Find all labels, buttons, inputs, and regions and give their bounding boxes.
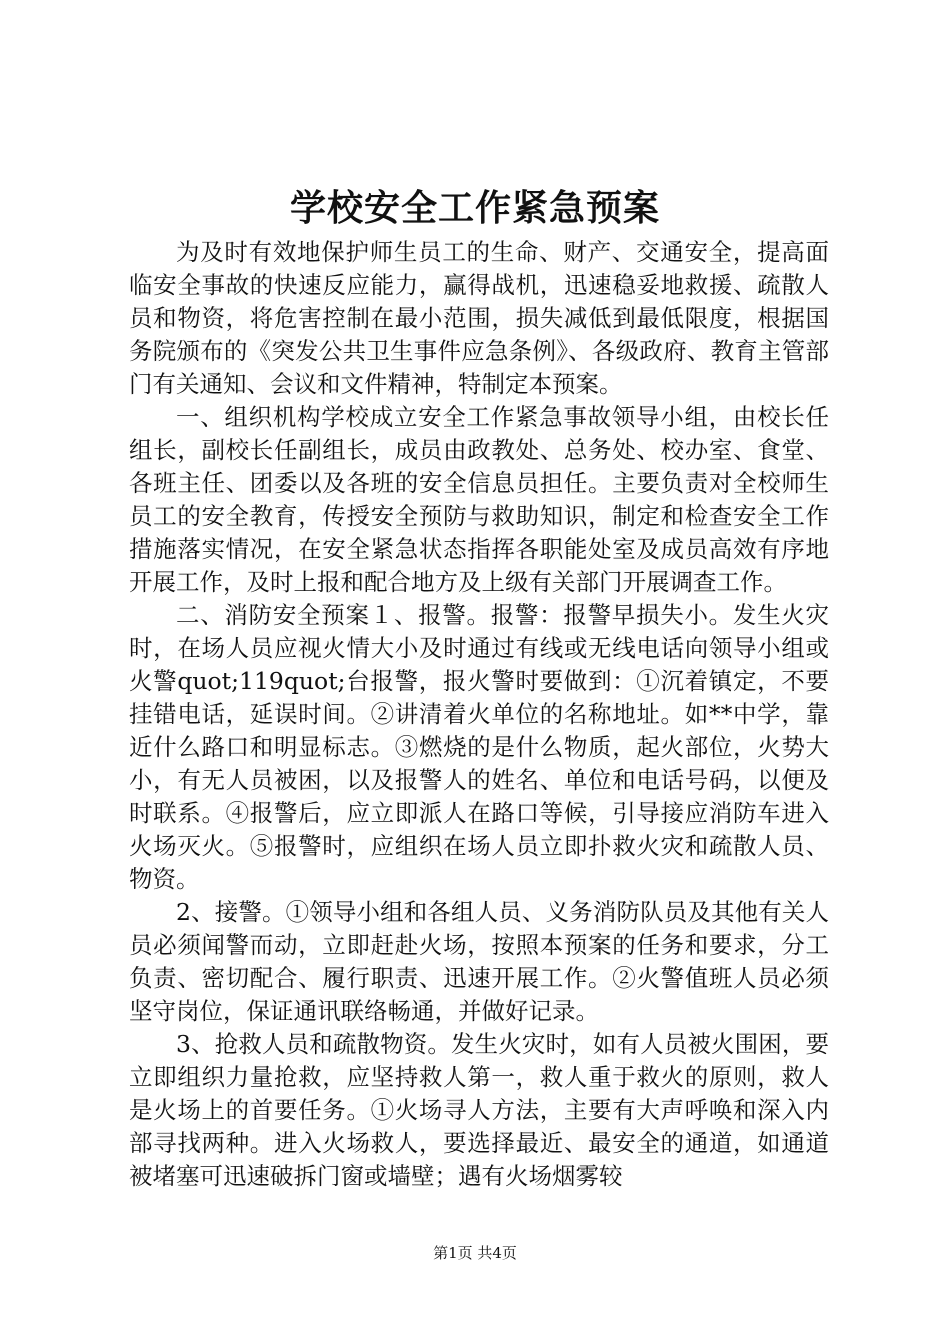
document-title: 学校安全工作紧急预案 — [289, 187, 660, 229]
paragraph-organization: 一、组织机构学校成立安全工作紧急事故领导小组，由校长任组长，副校长任副组长，成员由政教处、总务处、校办室、食堂、各班主任、团委以及各班的安全信息员担任。主要负责对全校师生员工的安全教育，传授安全预防与救助知识，制定和检查安全工作措施落实情况，在安全紧急状态指挥各职能处室及成员高效有序地开展工作，及时上报和配合地方及上级有关部门开展调查工作。 — [129, 403, 829, 596]
paragraph-fire-plan-alarm: 二、消防安全预案１、报警。报警：报警早损失小。发生火灾时，在场人员应视火情大小及时通过有线或无线电话向领导小组或火警quot;119quot;台报警，报火警时要做到：①沉着镇定，不要挂错电话，延误时间。②讲清着火单位的名称地址。如**中学，靠近什么路口和明显标志。③燃烧的是什么物质，起火部位，火势大小，有无人员被困，以及报警人的姓名、单位和电话号码，以便及时联系。④报警后，应立即派人在路口等候，引导接应消防车进入火场灭火。⑤报警时，应组织在场人员立即扑救火灾和疏散人员、物资。 — [129, 601, 829, 893]
paragraph-receive-alarm: 2、接警。①领导小组和各组人员、义务消防队员及其他有关人员必须闻警而动，立即赶赴火场，按照本预案的任务和要求，分工负责、密切配合、履行职责、迅速开展工作。②火警值班人员必须坚守岗位，保证通讯联络畅通，并做好记录。 — [129, 898, 829, 1025]
paragraph-rescue-evacuation: 3、抢救人员和疏散物资。发生火灾时，如有人员被火围困，要立即组织力量抢救，应坚持救人第一，救人重于救火的原则，救人是火场上的首要任务。①火场寻人方法，主要有大声呼唤和深入内部寻找两种。进入火场救人，要选择最近、最安全的通道，如通道被堵塞可迅速破拆门窗或墙壁；遇有火场烟雾较 — [129, 1030, 829, 1190]
document-body — [129, 236, 829, 1193]
paragraph-intro: 为及时有效地保护师生员工的生命、财产、交通安全，提高面临安全事故的快速反应能力，赢得战机，迅速稳妥地救援、疏散人员和物资，将危害控制在最小范围，损失减低到最低限度，根据国务院颁布的《突发公共卫生事件应急条例》、各级政府、教育主管部门有关通知、会议和文件精神，特制定本预案。 — [129, 238, 829, 398]
page-number-footer: 第1页 共4页 — [433, 1244, 517, 1262]
